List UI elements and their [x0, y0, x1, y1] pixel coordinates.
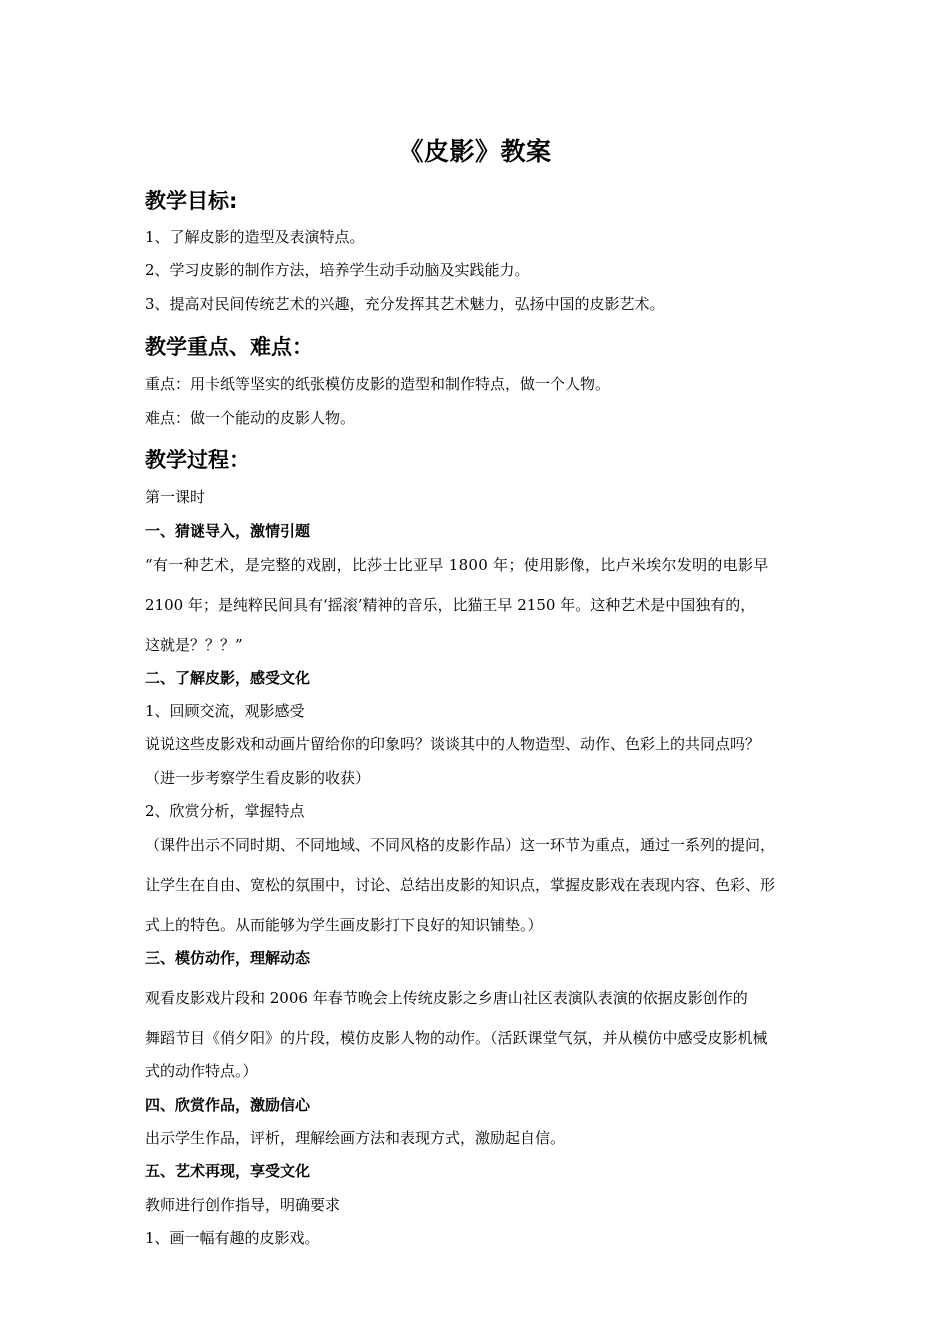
paragraph-line: （课件出示不同时期、不同地域、不同风格的皮影作品）这一环节为重点，通过一系列的提问， — [145, 836, 776, 854]
goals-heading: 教学目标: — [145, 189, 238, 213]
paragraph-line: （进一步考察学生看皮影的收获） — [145, 769, 371, 787]
subheading: 2、欣赏分析，掌握特点 — [145, 802, 305, 820]
paragraph-line: 教师进行创作指导，明确要求 — [145, 1196, 341, 1214]
paragraph-line: 让学生在自由、宽松的氛围中，讨论、总结出皮影的知识点，掌握皮影戏在表现内容、色彩、形 — [145, 876, 776, 894]
focus-item: 重点：用卡纸等坚实的纸张模仿皮影的造型和制作特点，做一个人物。 — [145, 375, 611, 393]
paragraph-line: 2100 年；是纯粹民间具有‘摇滚’精神的音乐，比猫王早 2150 年。这种艺术是中国独有的， — [145, 596, 756, 614]
lesson-label: 第一课时 — [145, 488, 206, 506]
part-heading: 二、了解皮影，感受文化 — [145, 669, 311, 687]
paragraph-line: 说说这些皮影戏和动画片留给你的印象吗？谈谈其中的人物造型、动作、色彩上的共同点吗？ — [145, 735, 761, 753]
process-heading: 教学过程： — [145, 448, 250, 472]
focus-item: 难点：做一个能动的皮影人物。 — [145, 409, 356, 427]
part-heading: 一、猜谜导入，激情引题 — [145, 522, 311, 540]
paragraph-line: 式的动作特点。） — [145, 1062, 258, 1080]
subheading: 1、回顾交流，观影感受 — [145, 702, 305, 720]
document-title: 《皮影》教案 — [398, 137, 552, 166]
part-heading: 三、模仿动作，理解动态 — [145, 949, 311, 967]
goal-item: 3、提高对民间传统艺术的兴趣，充分发挥其艺术魅力，弘扬中国的皮影艺术。 — [145, 295, 665, 313]
paragraph-line: 舞蹈节目《俏夕阳》的片段，模仿皮影人物的动作。（活跃课堂气氛，并从模仿中感受皮影机械 — [145, 1029, 768, 1047]
paragraph-line: 观看皮影戏片段和 2006 年春节晚会上传统皮影之乡唐山社区表演队表演的依据皮影创作的 — [145, 989, 748, 1007]
part-heading: 五、艺术再现，享受文化 — [145, 1162, 311, 1180]
document-body — [145, 188, 810, 1248]
focus-heading: 教学重点、难点： — [145, 335, 313, 359]
goal-item: 2、学习皮影的制作方法，培养学生动手动脑及实践能力。 — [145, 261, 530, 279]
goal-item: 1、了解皮影的造型及表演特点。 — [145, 228, 365, 246]
paragraph-line: 式上的特色。从而能够为学生画皮影打下良好的知识铺垫。） — [145, 916, 543, 934]
paragraph-line: 出示学生作品，评析，理解绘画方法和表现方式，激励起自信。 — [145, 1129, 566, 1147]
paragraph-line: 1、画一幅有趣的皮影戏。 — [145, 1229, 320, 1247]
part-heading: 四、欣赏作品，激励信心 — [145, 1096, 311, 1114]
paragraph-line: “有一种艺术，是完整的戏剧，比莎士比亚早 1800 年；使用影像，比卢米埃尔发明的电影早 — [145, 556, 769, 574]
paragraph-line: 这就是？？？” — [145, 636, 243, 654]
